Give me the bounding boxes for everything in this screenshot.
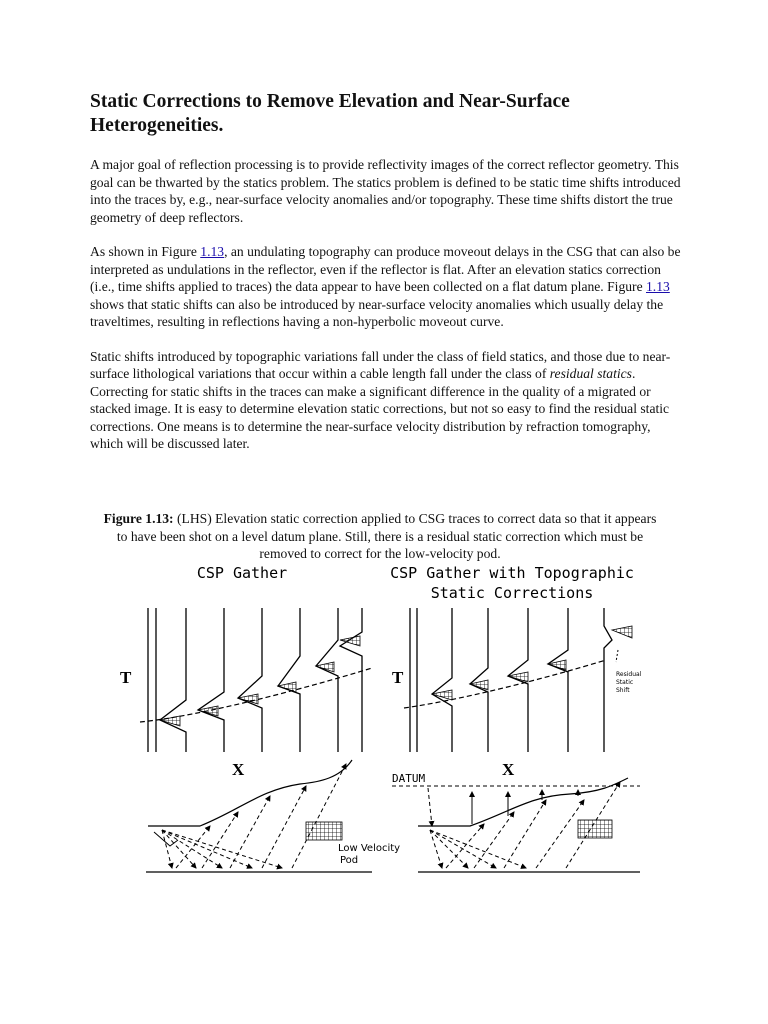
figure-link-1[interactable]: 1.13 [200, 244, 225, 259]
residual-label-3: Shift [616, 687, 630, 694]
caption-text: (LHS) Elevation static correction applied to CSG traces to correct data so that it appears to have been shot on a level datum plane. Still, there is a residual static correction which must be removed to correct for the low-velocity pod. [116, 511, 657, 561]
left-ray-diagram [146, 760, 372, 872]
right-moveout-curve [404, 660, 606, 708]
datum-label: DATUM [392, 772, 426, 785]
residual-label-1: Residual [616, 671, 642, 678]
residual-label-2: Static [616, 679, 634, 686]
text-run: . Correcting for static shifts in the traces can make a significant difference in the quality of a migrated or stacked image. It is easy to determine elevation static corrections, but not so easy to find the residual static corrections. One means is to determine the near-surface velocity distribution by refraction tomography, which will be discussed later. [90, 366, 670, 451]
right-panel-title-line1: CSP Gather with Topographic [390, 564, 634, 582]
page-title: Static Corrections to Remove Elevation and Near-Surface Heterogeneities. [90, 91, 570, 136]
figure-link-2[interactable]: 1.13 [646, 279, 670, 294]
low-velocity-pod [306, 822, 342, 840]
figure-label: Figure 1.13: [103, 511, 174, 526]
text-run: shows that static shifts can also be introduced by near-surface velocity anomalies which usually delay the traveltimes, resulting in reflections having a non-hyperbolic moveout curve. [90, 296, 664, 329]
emphasis-residual-statics: residual statics [549, 366, 632, 381]
right-gather-wavelets [432, 626, 632, 700]
text-run: , an undulating topography can produce moveout delays in the CSG that can also be interpreted as undulations in the reflector, even if the reflector is flat. After an elevation statics correction (i.e., time shifts applied to traces) the data appear to have been collected on a flat datum plane. Figure [90, 244, 681, 294]
paragraph-intro: A major goal of reflection processing is to provide reflectivity images of the correct reflector geometry. This goal can be thwarted by the statics problem. The statics problem is defined to be static time shifts introduced into the traces by, e.g., near-surface velocity anomalies and/or topography. These time shifts distort the true geometry of deep reflectors. [90, 157, 681, 225]
right-t-axis-label: T [392, 668, 404, 687]
text-run: As shown in Figure [90, 244, 201, 259]
right-low-velocity-pod [578, 820, 612, 838]
right-panel-title-line2: Static Corrections [430, 584, 594, 602]
left-t-axis-label: T [120, 668, 132, 687]
low-velocity-label-2: Pod [340, 855, 359, 866]
right-x-axis-label: X [502, 760, 515, 779]
residual-shift-marker [616, 650, 618, 662]
text-run: Static shifts introduced by topographic variations fall under the class of field statics, and those due to near-surface lithological variations that occur within a cable length fall under the class of [90, 348, 671, 381]
left-x-axis-label: X [232, 760, 245, 779]
right-gather-traces [410, 608, 612, 752]
left-panel-title: CSP Gather [196, 564, 288, 582]
low-velocity-label-1: Low Velocity [338, 843, 401, 854]
